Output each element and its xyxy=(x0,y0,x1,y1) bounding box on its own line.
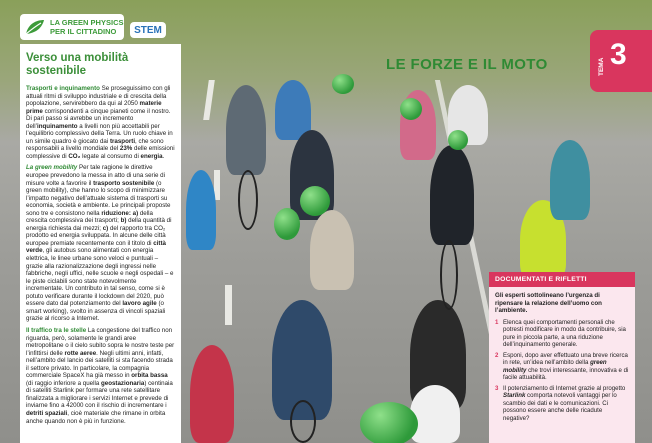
text: , cioè materiale che rimane in orbita anche quando non è più in funzione. xyxy=(26,409,166,425)
question-number: 2 xyxy=(495,351,499,359)
text-bold: inquinamento xyxy=(37,122,78,130)
question-item xyxy=(489,319,635,352)
documenti-header: DOCUMENTATI E RIFLETTI xyxy=(489,272,635,287)
stem-badge: STEM xyxy=(130,22,166,38)
text: Esponi, dopo aver effettuato una breve ricerca in rete, un’idea nell’ambito della xyxy=(503,351,628,366)
text: legate al consumo di xyxy=(80,152,141,160)
text-bold: 23% xyxy=(119,145,133,153)
text-bold: c) xyxy=(102,224,109,232)
leaf-icon xyxy=(24,18,46,36)
question-text xyxy=(503,352,629,382)
text: (o smart working), svolto in assenza di vincoli spaziali grazie al ricorso a Internet. xyxy=(26,300,166,323)
text-bold: Starlink xyxy=(503,392,526,399)
text: . Negli ultimi anni, infatti, nell’ambito del lancio dei satelliti si sta facendo strada il settore privato. In particolare, la compagnia commerciale SpaceX ha già messo in xyxy=(26,349,173,380)
text: della crescita complessiva dei trasporti; xyxy=(26,209,153,225)
question-number: 3 xyxy=(495,384,499,392)
tema-label: TEMA xyxy=(598,57,605,76)
paragraph-heading: La green mobility xyxy=(26,164,78,172)
text: a livelli non più accettabili per l’equilibrio complessivo della Terra. Un ruolo chiave in un simile quadro è giocato dai xyxy=(26,122,173,145)
paragraph-trasporti xyxy=(26,85,175,160)
text: , che sono responsabili a livello mondiale del xyxy=(26,137,164,153)
question-text: Elenca quei comportamenti personali che potresti modificare in modo da contribuire, sia pure in piccola parte, a una riduzione dell’inquinamento generale. xyxy=(503,318,626,348)
header xyxy=(0,0,652,44)
text-bold: b) xyxy=(120,217,127,225)
text-bold: riduzione: a) xyxy=(101,209,139,217)
text: del rapporto tra CO₂ prodotto ed energia sviluppata. In alcune delle città europee premiate recentemente con il titolo di xyxy=(26,224,166,247)
text-bold: CO₂ xyxy=(68,152,81,160)
text: , gli autobus sono alimentati con energia elettrica, le linee urbane sono veloci e puntuali – grazie alla razionalizzazione degli ingressi nelle fabbriche, negli uffici, nelle scuole e negli ospedali – e le piste ciclabili sono state notevolmente incrementate. Un contributo in tal senso, come si è potuto verificare durante il lockdown del 2020, può essere dato dal potenziamento del xyxy=(26,247,174,308)
article-title: Verso una mobilità sostenibile xyxy=(26,52,129,77)
text-bold: green mobility xyxy=(503,359,607,374)
text-bold: energia xyxy=(140,152,163,160)
text: comporta notevoli vantaggi per lo scambio dei dati e le comunicazioni. Ci possono essere anche delle ricadute negative? xyxy=(503,392,617,422)
article-column xyxy=(20,44,181,443)
text-bold: città verde xyxy=(26,239,166,255)
text: Per tale ragione le direttive europee prevedono la messa in atto di una serie di misure volte a favorire il xyxy=(26,164,165,187)
text: Se proseguissimo con gli attuali ritmi di sviluppo industriale e di crescita della popolazione, servirebbero da qui al 2050 xyxy=(26,85,171,108)
text-bold: rotte aeree xyxy=(64,349,97,357)
chapter-title: LE FORZE E IL MOTO xyxy=(386,56,548,73)
text: (o green mobility), che hanno lo scopo di minimizzare l’impatto negativo dell’attuale sistema di trasporti su economia, società e ambiente. Le principali proposte sono tre e consistono nella xyxy=(26,179,171,217)
text: della quantità di energia richiesta dai mezzi; xyxy=(26,217,172,232)
text: La congestione del traffico non riguarda, però, solamente le grandi aree metropolitane o il cielo subito sopra le nostre teste per l’infittirsi delle xyxy=(26,326,175,357)
documenti-intro: Gli esperti sottolineano l’urgenza di ripensare la relazione dell’uomo con l’ambiente. xyxy=(495,292,602,314)
paragraph-heading: Il traffico tra le stelle xyxy=(26,326,87,334)
question-item xyxy=(489,385,635,426)
text: delle emissioni complessive di xyxy=(26,145,175,160)
tema-number: 3 xyxy=(610,38,627,71)
question-item xyxy=(489,352,635,385)
paragraph-heading: Trasporti e inquinamento xyxy=(26,85,100,92)
text-bold: geostazionaria xyxy=(100,379,145,387)
text: che trovi interessante, innovativa e di facile attuabilità. xyxy=(503,366,629,381)
text-bold: lavoro agile xyxy=(122,300,157,308)
documenti-box xyxy=(489,272,635,443)
brand-line-1: LA GREEN PHYSICS xyxy=(50,18,124,27)
question-number: 1 xyxy=(495,318,499,326)
text-bold: orbita bassa xyxy=(131,372,168,380)
text-bold: trasporto sostenibile xyxy=(93,179,155,187)
paragraph-traffico-stelle xyxy=(26,327,175,425)
tema-tab xyxy=(590,30,652,92)
brand-line-2: PER IL CITTADINO xyxy=(50,27,117,36)
question-text xyxy=(503,385,629,423)
brand-badge xyxy=(20,14,124,40)
text-bold: trasporti xyxy=(109,137,136,145)
text: ) centinaia di satelliti Starlink per formare una rete satellitare finalizzata a migliorare i servizi Internet e prevede di inviarne fino a 42000 con il rischio di incrementare i xyxy=(26,379,173,410)
paragraph-green-mobility xyxy=(26,164,175,322)
text-bold: detriti spaziali xyxy=(26,409,68,417)
text: corrispondenti a cinque pianeti come il nostro. Di pari passo si avrebbe un incremento dell’ xyxy=(26,107,171,130)
text: (di raggio inferiore a quella xyxy=(26,379,101,387)
text: Il potenziamento di Internet grazie al progetto xyxy=(503,384,626,392)
text: . xyxy=(162,152,165,160)
text-bold: materie prime xyxy=(26,100,162,115)
